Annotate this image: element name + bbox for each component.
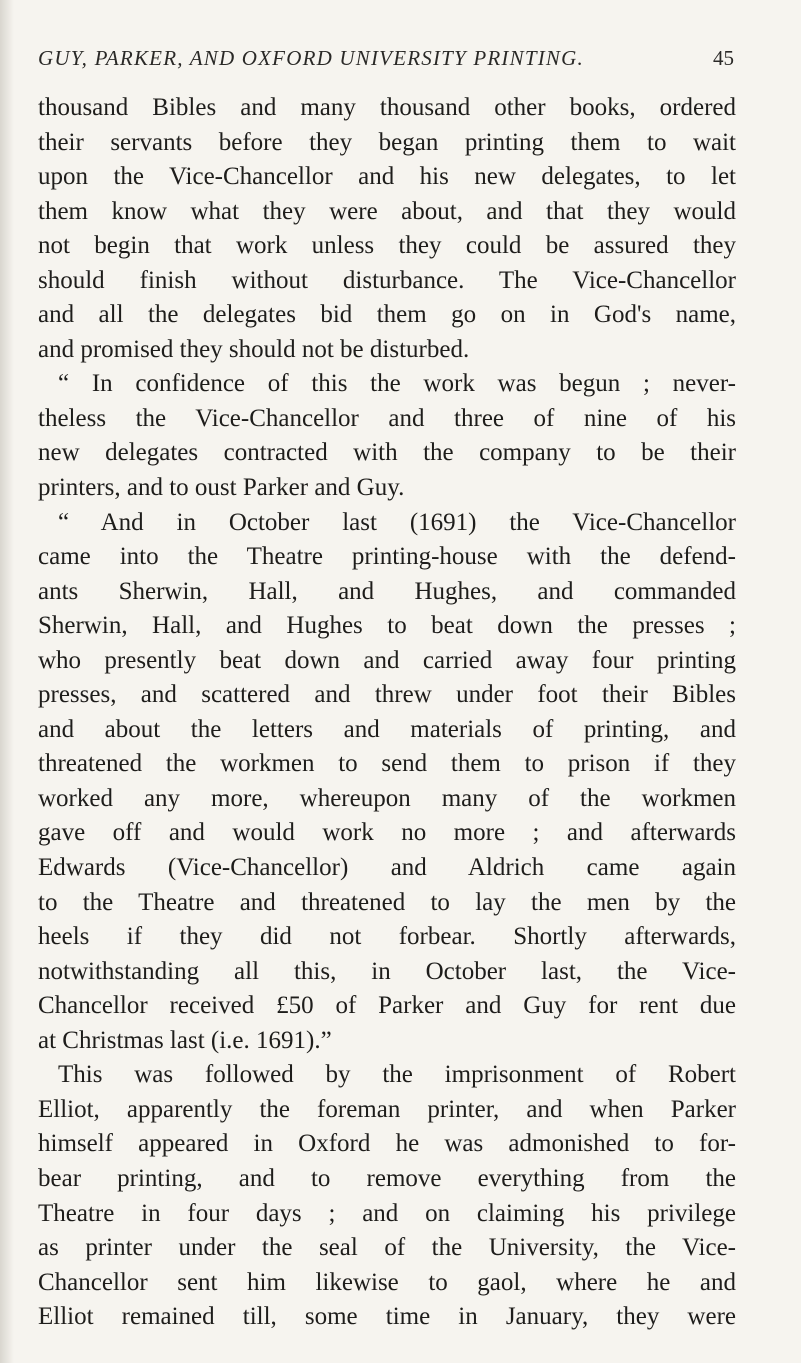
text-line: who presently beat down and carried away four printing [38,646,736,674]
text-line: came into the Theatre printing-house with the defend- [38,543,736,571]
text-line: upon the Vice-Chancellor and his new delegates, to let [38,163,736,191]
text-line: gave off and would work no more ; and afterwards [38,819,736,847]
text-line: them know what they were about, and that they would [38,197,736,225]
text-line: Chancellor sent him likewise to gaol, where he and [38,1268,736,1296]
text-line: and promised they should not be disturbed. [38,335,470,363]
text-line: should finish without disturbance. The Vice-Chancellor [38,266,736,294]
text-line: at Christmas last (i.e. 1691).” [38,1026,332,1054]
text-line: as printer under the seal of the University, the Vice- [38,1234,736,1262]
body-text [38,91,736,1335]
text-line: threatened the workmen to send them to prison if they [38,750,736,778]
text-line: new delegates contracted with the company to be their [38,439,736,467]
text-line: worked any more, whereupon many of the workmen [38,784,736,812]
text-line: “ In confidence of this the work was begun ; never- [58,370,736,398]
text-line: “ And in October last (1691) the Vice-Chancellor [58,508,736,536]
text-line: presses, and scattered and threw under foot their Bibles [38,681,736,709]
text-line: not begin that work unless they could be assured they [38,232,736,260]
text-line: Theatre in four days ; and on claiming his privilege [38,1199,736,1227]
text-line: theless the Vice-Chancellor and three of nine of his [38,404,736,432]
text-line: notwithstanding all this, in October last, the Vice- [38,957,736,985]
text-line: bear printing, and to remove everything from the [38,1164,736,1192]
text-line: This was followed by the imprisonment of Robert [58,1061,736,1089]
text-line: Sherwin, Hall, and Hughes to beat down the presses ; [38,612,736,640]
text-line: printers, and to oust Parker and Guy. [38,474,405,502]
page-gutter-shadow [0,0,14,1363]
text-line: Elliot remained till, some time in January, they were [38,1303,736,1331]
text-line: and about the letters and materials of printing, and [38,715,736,743]
text-line: Edwards (Vice-Chancellor) and Aldrich came again [38,854,736,882]
text-line: to the Theatre and threatened to lay the men by the [38,888,736,916]
text-line: their servants before they began printing them to wait [38,128,736,156]
text-line: heels if they did not forbear. Shortly afterwards, [38,923,736,951]
page-number: 45 [713,46,734,70]
running-head [38,46,738,76]
text-line: ants Sherwin, Hall, and Hughes, and commanded [38,577,736,605]
text-line: himself appeared in Oxford he was admonished to for- [38,1130,736,1158]
text-line: Chancellor received £50 of Parker and Guy for rent due [38,992,736,1020]
text-line: and all the delegates bid them go on in God's name, [38,301,736,329]
running-head-title: GUY, PARKER, AND OXFORD UNIVERSITY PRINTING. [38,46,584,70]
text-line: thousand Bibles and many thousand other books, ordered [38,94,736,121]
text-line: Elliot, apparently the foreman printer, and when Parker [38,1095,736,1123]
